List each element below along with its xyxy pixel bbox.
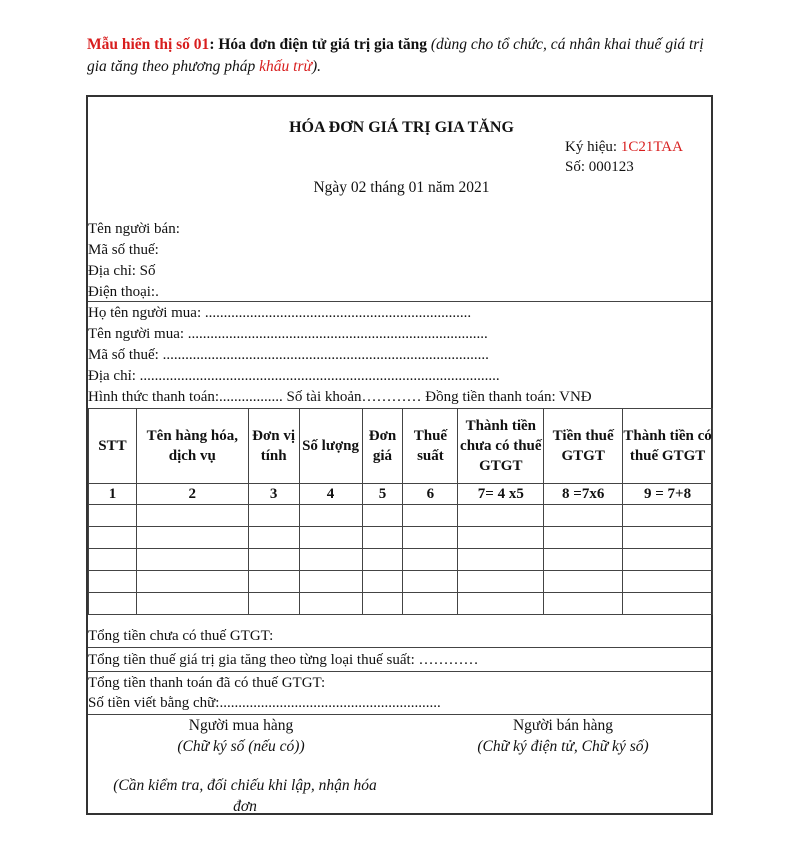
col-header: Đơn vị tính [248,409,299,484]
col-number: 7= 4 x5 [458,484,544,505]
invoice-symbol-value: 1C21TAA [620,139,683,155]
total-pretax: Tổng tiền chưa có thuế GTGT: [88,628,274,644]
col-number: 1 [89,484,137,505]
table-header-row [89,409,713,484]
col-number: 3 [248,484,299,505]
table-row [89,549,713,571]
template-note-highlight: khấu trừ [259,58,312,75]
total-payment: Tổng tiền thanh toán đã có thuế GTGT: [88,675,326,691]
col-header: Số lượng [299,409,362,484]
payment-info: Hình thức thanh toán:................. Số tài khoản………… Đồng tiền thanh toán: VNĐ [88,389,592,405]
table-row [89,505,713,527]
verification-note: (Cần kiểm tra, đối chiếu khi lập, nhận hóa đơn [113,777,377,815]
amount-in-words: Số tiền viết bằng chữ:........................................................... [88,695,441,711]
invoice-symbol: Ký hiệu: 1C21TAA [565,139,683,155]
col-number: 4 [299,484,362,505]
col-number: 9 = 7+8 [623,484,713,505]
col-number: 5 [362,484,403,505]
buyer-fullname: Họ tên người mua: ....................................................................... [88,305,472,321]
buyer-name: Tên người mua: ................................................................................ [88,326,488,342]
invoice-date: Ngày 02 tháng 01 năm 2021 [313,179,490,196]
buyer-tax-code: Mã số thuế: ....................................................................................... [88,347,489,363]
col-header: STT [89,409,137,484]
seller-tax-code: Mã số thuế: [88,242,159,258]
col-header: Thành tiền có thuế GTGT [623,409,713,484]
column-number-row [89,484,713,505]
col-number: 2 [136,484,248,505]
seller-signature [448,715,678,757]
invoice-title: HÓA ĐƠN GIÁ TRỊ GIA TĂNG [289,119,514,136]
document-heading: Mẫu hiển thị số 01: Hóa đơn điện tử giá trị gia tăng (dùng cho tổ chức, cá nhân khai thuế giá trị gia tăng theo phương pháp khấu trừ). [87,36,704,75]
buyer-signature-note: (Chữ ký số (nếu có)) [177,738,305,755]
seller-address: Địa chỉ: Số [88,263,156,279]
col-header: Tiền thuế GTGT [544,409,623,484]
divider [88,671,711,672]
col-header: Thuế suất [403,409,458,484]
col-header: Đơn giá [362,409,403,484]
seller-phone: Điện thoại:. [88,284,159,300]
col-number: 6 [403,484,458,505]
total-vat: Tổng tiền thuế giá trị gia tăng theo từng loại thuế suất: ………… [88,652,479,668]
invoice-form [86,95,713,815]
table-row [89,593,713,615]
invoice-number: Số: 000123 [565,159,634,175]
buyer-signature-title: Người mua hàng [188,717,294,734]
buyer-signature [146,715,336,757]
divider [88,301,711,302]
col-header: Thành tiền chưa có thuế GTGT [458,409,544,484]
seller-signature-title: Người bán hàng [512,717,614,734]
col-header: Tên hàng hóa, dịch vụ [136,409,248,484]
table-row [89,571,713,593]
table-row [89,527,713,549]
items-table [88,408,713,615]
col-number: 8 =7x6 [544,484,623,505]
divider [88,647,711,648]
template-title: Hóa đơn điện tử giá trị gia tăng [218,36,427,53]
template-label: Mẫu hiển thị số 01 [87,36,210,53]
buyer-address: Địa chỉ: ................................................................................................ [88,368,500,384]
seller-signature-note: (Chữ ký điện tử, Chữ ký số) [477,738,649,755]
template-note: (dùng cho tổ chức, cá nhân khai thuế giá trị gia tăng theo phương pháp [87,36,704,75]
seller-name: Tên người bán: [88,221,180,237]
